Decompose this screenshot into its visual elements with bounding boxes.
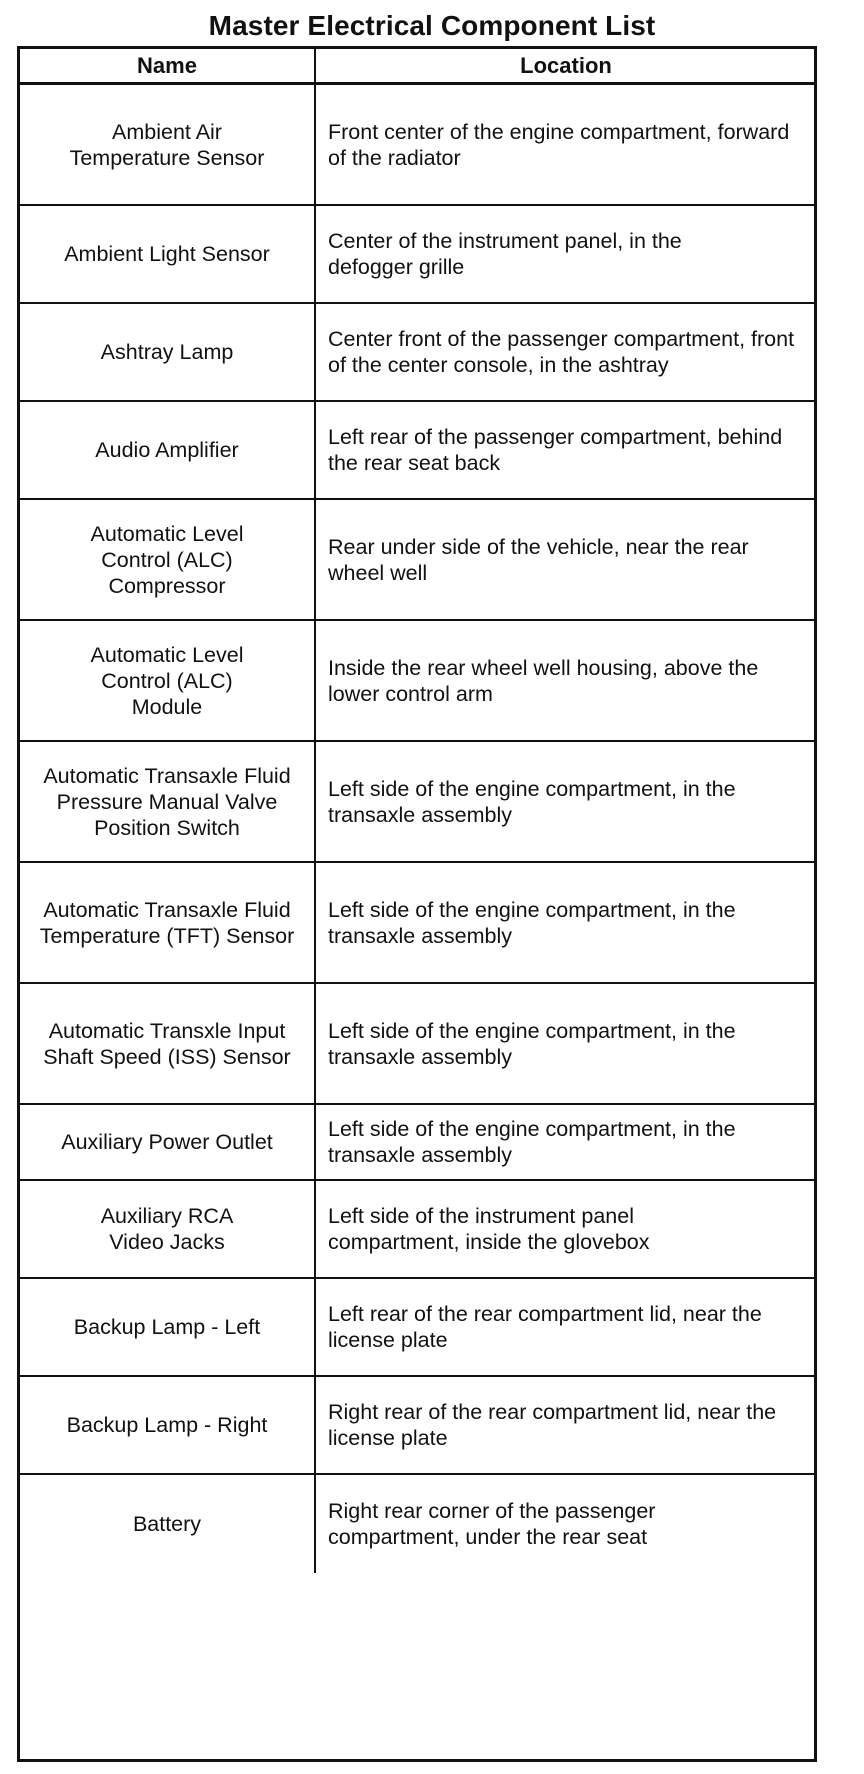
component-name-cell — [20, 1279, 316, 1375]
table-row — [20, 1105, 814, 1181]
component-location-cell — [316, 621, 814, 740]
component-name: Backup Lamp - Right — [66, 1413, 268, 1437]
table-row — [20, 984, 814, 1105]
column-header-name: Name — [20, 49, 316, 82]
component-name: Ambient Air Temperature Sensor — [69, 119, 265, 170]
component-name: Ashtray Lamp — [100, 340, 234, 364]
column-header-location: Location — [520, 52, 612, 78]
table-row — [20, 742, 814, 863]
component-name-cell — [20, 621, 316, 740]
component-name-cell — [20, 1475, 316, 1573]
component-location-cell — [316, 402, 814, 498]
component-name-cell — [20, 402, 316, 498]
component-location: Left rear of the rear compartment lid, near the license plate — [328, 1302, 762, 1352]
table-row — [20, 1181, 814, 1279]
component-table — [17, 46, 817, 1762]
table-header-row — [20, 49, 814, 85]
component-name-cell — [20, 1181, 316, 1277]
component-name: Automatic Level Control (ALC) Module — [90, 642, 244, 719]
component-name-cell — [20, 984, 316, 1103]
component-location-cell — [316, 304, 814, 400]
component-location: Left side of the engine compartment, in the transaxle assembly — [328, 776, 736, 827]
component-name: Automatic Transxle Input Shaft Speed (ISS) Sensor — [43, 1018, 291, 1069]
component-location: Left side of the engine compartment, in the transaxle assembly — [328, 1018, 736, 1069]
component-location: Left side of the instrument panel compartment, inside the glovebox — [328, 1204, 650, 1254]
component-location-cell — [316, 984, 814, 1103]
component-name: Automatic Transaxle Fluid Pressure Manual Valve Position Switch — [43, 763, 291, 840]
component-name: Auxiliary RCA Video Jacks — [100, 1204, 234, 1254]
component-location: Front center of the engine compartment, forward of the radiator — [328, 119, 790, 170]
component-name-cell — [20, 1105, 316, 1179]
table-row — [20, 402, 814, 500]
table-row — [20, 85, 814, 206]
component-location: Left side of the engine compartment, in the transaxle assembly — [328, 1117, 736, 1167]
component-location-cell — [316, 85, 814, 204]
table-row — [20, 304, 814, 402]
component-location-cell — [316, 500, 814, 619]
component-name-cell — [20, 742, 316, 861]
component-name-cell — [20, 304, 316, 400]
component-name-cell — [20, 500, 316, 619]
component-location-cell — [316, 1105, 814, 1179]
table-row — [20, 1475, 814, 1573]
component-name: Backup Lamp - Left — [73, 1315, 261, 1339]
component-location-cell — [316, 1377, 814, 1473]
component-location: Center front of the passenger compartment, front of the center console, in the ashtray — [328, 327, 795, 377]
component-location: Left rear of the passenger compartment, behind the rear seat back — [328, 425, 783, 475]
component-name: Ambient Light Sensor — [64, 242, 270, 266]
component-location: Left side of the engine compartment, in the transaxle assembly — [328, 897, 736, 948]
table-row — [20, 1377, 814, 1475]
component-name: Battery — [132, 1512, 202, 1536]
component-location-cell — [316, 863, 814, 982]
component-name: Automatic Level Control (ALC) Compressor — [90, 521, 244, 598]
component-name: Audio Amplifier — [95, 438, 239, 462]
component-location-cell — [316, 206, 814, 302]
component-name-cell — [20, 863, 316, 982]
table-row — [20, 863, 814, 984]
component-name: Automatic Transaxle Fluid Temperature (TFT) Sensor — [39, 897, 295, 948]
table-row — [20, 206, 814, 304]
component-name-cell — [20, 1377, 316, 1473]
component-location: Center of the instrument panel, in the defogger grille — [328, 229, 682, 279]
table-row — [20, 1279, 814, 1377]
component-name-cell — [20, 85, 316, 204]
page-title: Master Electrical Component List — [208, 10, 656, 41]
component-location-cell — [316, 1181, 814, 1277]
component-location-cell — [316, 742, 814, 861]
component-name-cell — [20, 206, 316, 302]
component-location: Rear under side of the vehicle, near the rear wheel well — [328, 534, 749, 585]
component-location: Inside the rear wheel well housing, above the lower control arm — [328, 655, 759, 706]
component-name: Auxiliary Power Outlet — [61, 1130, 273, 1154]
component-location: Right rear of the rear compartment lid, near the license plate — [328, 1400, 777, 1450]
component-location-cell — [316, 1279, 814, 1375]
component-location-cell — [316, 1475, 814, 1573]
component-location: Right rear corner of the passenger compartment, under the rear seat — [328, 1499, 656, 1549]
table-row — [20, 500, 814, 621]
table-row — [20, 621, 814, 742]
